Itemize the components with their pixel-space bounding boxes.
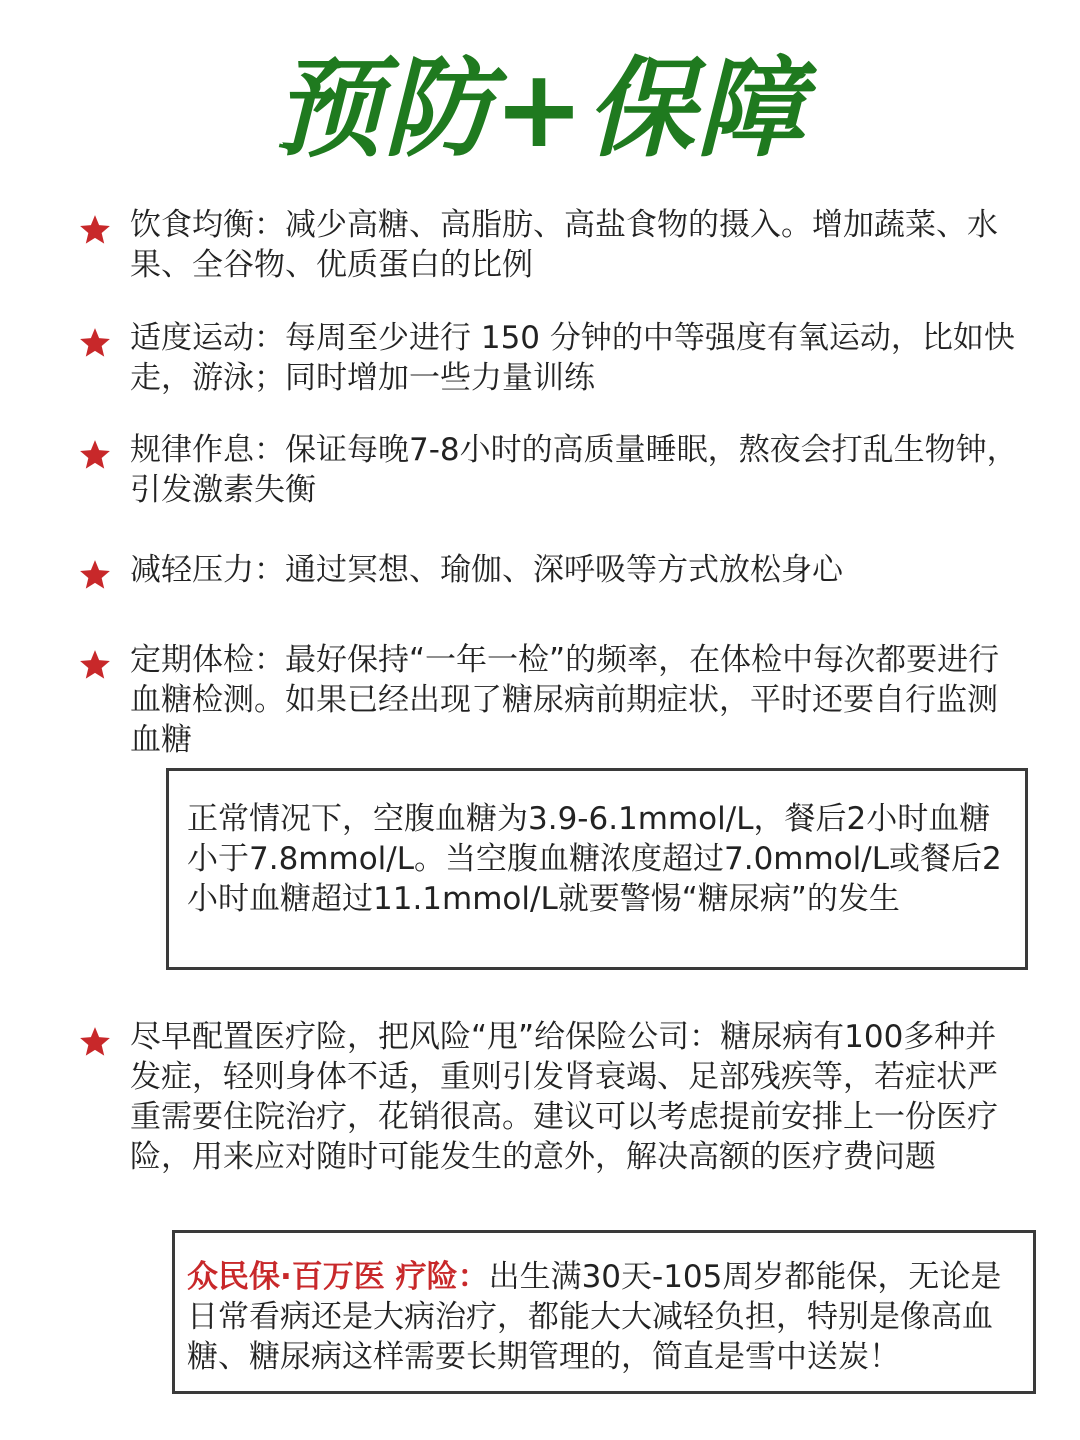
list-item-text: 饮食均衡：减少高糖、高脂肪、高盐食物的摄入。增加蔬菜、水果、全谷物、优质蛋白的比例 [130, 207, 998, 283]
product-description: 出生满30天-105周岁都能保，无论是日常看病还是大病治疗，都能大大减轻负担，特别是像高血糖、糖尿病这样需要长期管理的，简直是雪中送炭！ [187, 1259, 1002, 1375]
page-title: 预防+保障 [273, 47, 807, 172]
info-box-insurance [172, 1230, 1036, 1394]
star-icon [78, 326, 112, 360]
list-item-exercise [78, 318, 1018, 398]
info-box-text: 正常情况下，空腹血糖为3.9-6.1mmol/L，餐后2小时血糖小于7.8mmol/L。当空腹血糖浓度超过7.0mmol/L或餐后2小时血糖超过11.1mmol/L就要警惕“糖尿病”的发生 [187, 801, 1002, 917]
star-icon [78, 648, 112, 682]
list-item-text: 适度运动：每周至少进行 150 分钟的中等强度有氧运动，比如快走，游泳；同时增加一些力量训练 [130, 320, 1015, 396]
list-item-text: 规律作息：保证每晚7-8小时的高质量睡眠，熬夜会打乱生物钟，引发激素失衡 [130, 432, 1018, 508]
info-box-blood-sugar [166, 768, 1028, 970]
list-item-stress [78, 550, 1018, 590]
star-icon [78, 438, 112, 472]
list-item-text: 减轻压力：通过冥想、瑜伽、深呼吸等方式放松身心 [130, 552, 843, 588]
star-icon [78, 558, 112, 592]
list-item-checkup [78, 640, 1018, 760]
star-icon [78, 1025, 112, 1059]
list-item-diet [78, 205, 1018, 285]
list-item-text: 尽早配置医疗险，把风险“甩”给保险公司：糖尿病有100多种并发症，轻则身体不适，重则引发肾衰竭、足部残疾等，若症状严重需要住院治疗，花销很高。建议可以考虑提前安排上一份医疗险，用来应对随时可能发生的意外，解决高额的医疗费问题 [130, 1019, 998, 1175]
list-item-text: 定期体检：最好保持“一年一检”的频率，在体检中每次都要进行血糖检测。如果已经出现了糖尿病前期症状，平时还要自行监测血糖 [130, 642, 1000, 758]
star-icon [78, 213, 112, 247]
list-item-insurance [78, 1017, 1018, 1177]
list-item-sleep [78, 430, 1018, 510]
info-box-text [187, 1257, 1019, 1377]
product-name: 众民保·百万医 疗险： [187, 1259, 489, 1295]
